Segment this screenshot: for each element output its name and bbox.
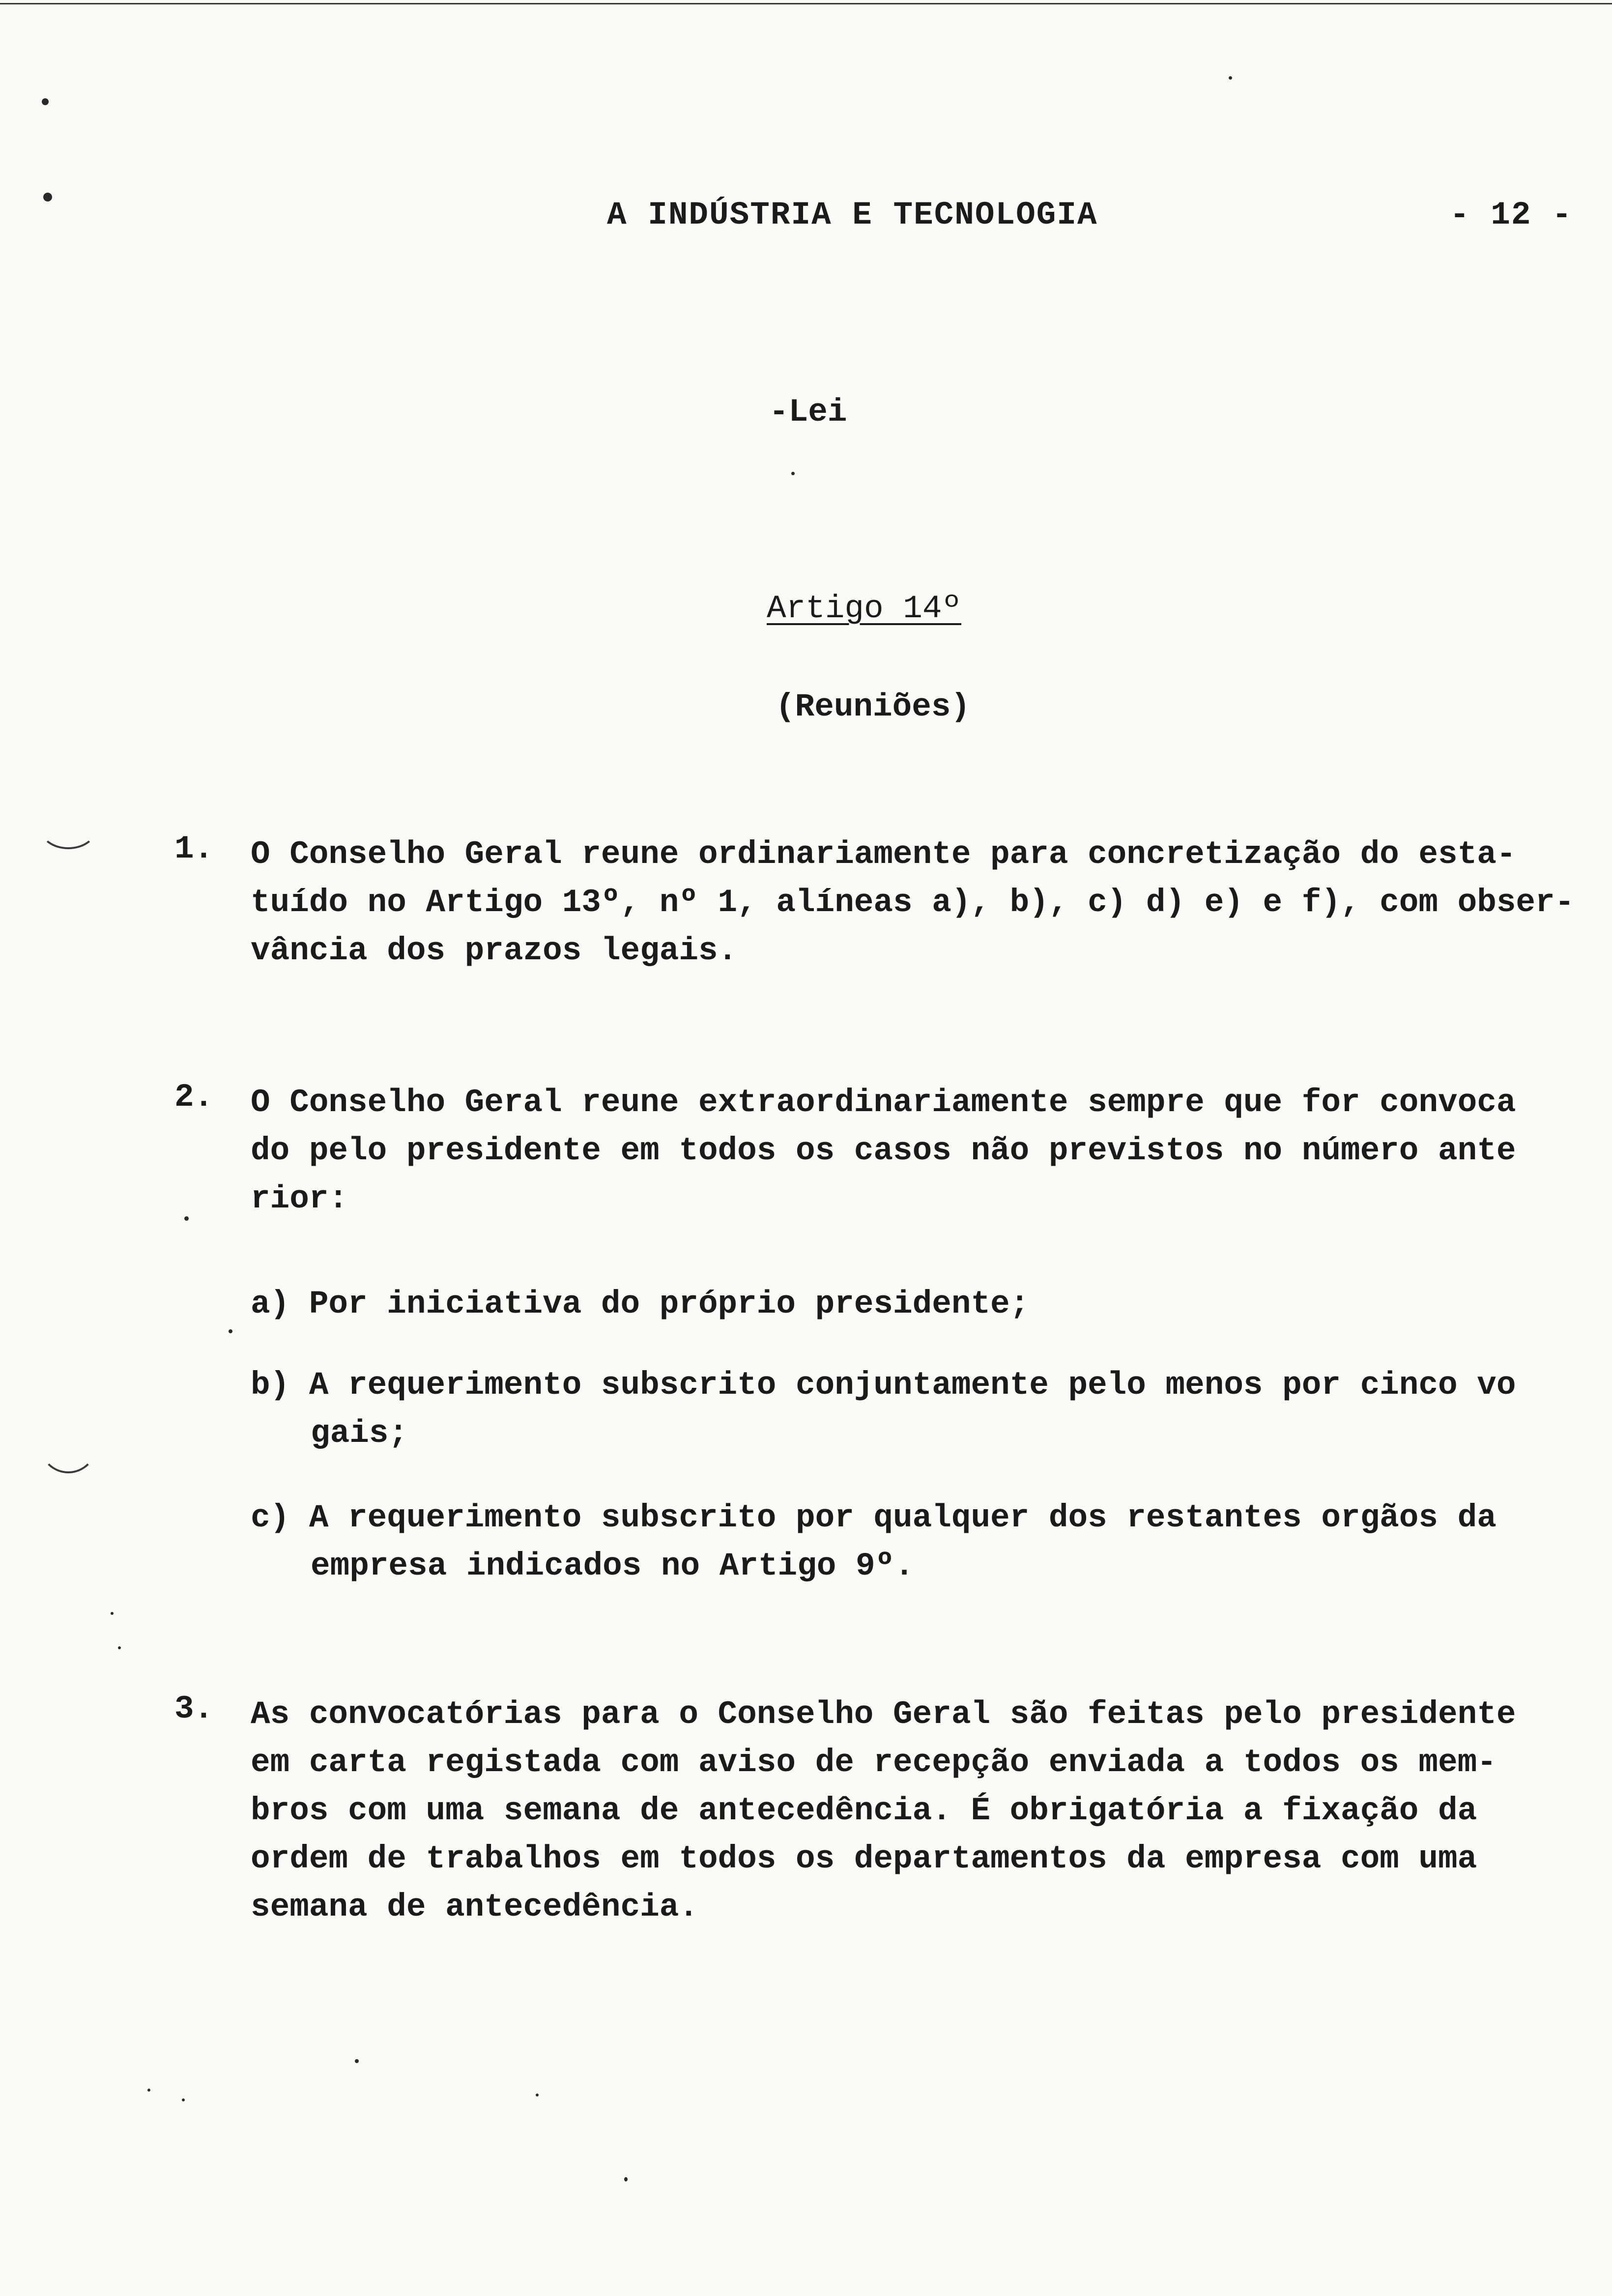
scan-speck (536, 2094, 539, 2096)
scan-speck (147, 2089, 150, 2092)
item-number: 1. (174, 831, 214, 867)
scan-speck (118, 1646, 121, 1649)
paragraph-line: rior: (251, 1180, 348, 1217)
page-number: - 12 - (1450, 197, 1573, 233)
article-title: Artigo 14º (767, 590, 962, 627)
paragraph-line: semana de antecedência. (251, 1889, 698, 1925)
top-rule (0, 3, 1612, 4)
scan-speck (355, 2059, 359, 2063)
scan-speck (182, 2098, 185, 2101)
paragraph-line: O Conselho Geral reune ordinariamente para concretização do esta- (251, 836, 1516, 873)
numbered-paragraph (251, 1079, 1516, 1223)
paragraph-line: b) A requerimento subscrito conjuntamente pelo menos por cinco vo (251, 1367, 1516, 1404)
sub-item-b (251, 1361, 1516, 1458)
sub-item-c (251, 1494, 1497, 1590)
margin-mark (39, 806, 97, 849)
paragraph-line: O Conselho Geral reune extraordinariamente sempre que for convoca (251, 1084, 1516, 1121)
sub-item-a (251, 1280, 1029, 1328)
scan-speck (791, 472, 795, 475)
paragraph-line: do pelo presidente em todos os casos não previstos no número ante (251, 1132, 1516, 1169)
scan-speck (42, 98, 49, 105)
numbered-paragraph (251, 831, 1574, 975)
item-number: 2. (174, 1079, 214, 1116)
paragraph-line: em carta registada com aviso de recepção enviada a todos os mem- (251, 1744, 1497, 1781)
paragraph-line: bros com uma semana de antecedência. É obrigatória a fixação da (251, 1792, 1477, 1829)
paragraph-line: a) Por iniciativa do próprio presidente; (251, 1286, 1030, 1322)
paragraph-line: c) A requerimento subscrito por qualquer dos restantes orgãos da (251, 1499, 1497, 1536)
scan-speck (229, 1329, 232, 1333)
scan-speck (111, 1612, 114, 1615)
numbered-paragraph (251, 1691, 1516, 1931)
paragraph-line: gais; (311, 1415, 408, 1452)
paragraph-line: As convocatórias para o Conselho Geral são feitas pelo presidente (251, 1696, 1516, 1733)
article-subtitle: (Reuniões) (776, 689, 971, 725)
paragraph-line: vância dos prazos legais. (251, 932, 738, 969)
paragraph-line: ordem de trabalhos em todos os departamentos da empresa com uma (251, 1840, 1477, 1877)
item-number: 3. (174, 1691, 214, 1727)
scan-speck (43, 193, 52, 201)
scan-speck (184, 1216, 189, 1221)
scan-speck (624, 2177, 628, 2181)
paragraph-line: empresa indicados no Artigo 9º. (311, 1548, 914, 1584)
paragraph-line: tuído no Artigo 13º, nº 1, alíneas a), b), c) d) e) e f), com obser- (251, 884, 1575, 921)
margin-mark (39, 1415, 97, 1473)
scan-speck (1229, 76, 1232, 80)
section-label: -Lei (769, 394, 847, 430)
running-header: A INDÚSTRIA E TECNOLOGIA (607, 197, 1098, 233)
